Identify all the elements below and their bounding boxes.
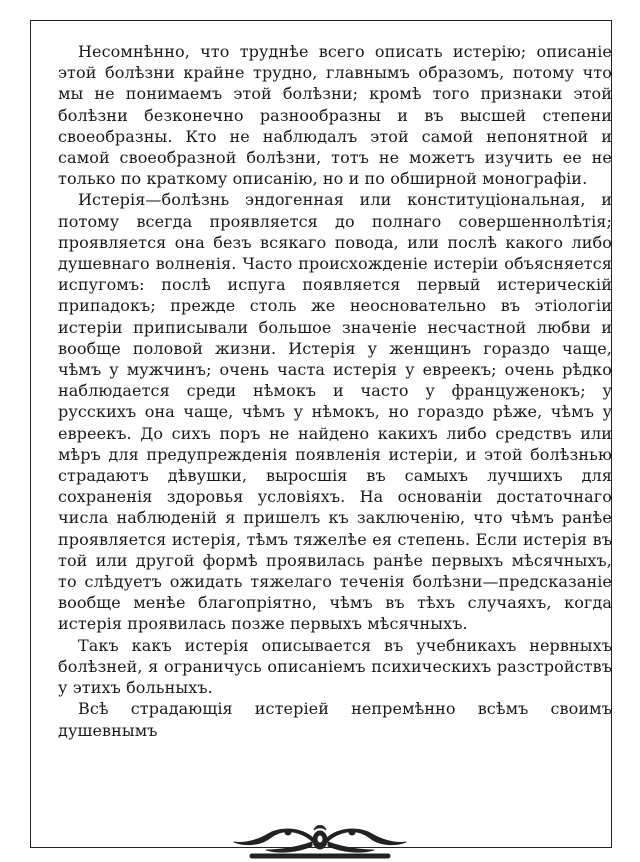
paragraph-4: Всѣ страдающія истеріей непремѣнно всѣмъ своимъ душевнымъ [58,699,612,740]
paragraph-1: Несомнѣнно, что труднѣе всего описать истерію; описаніе этой болѣзни крайне трудно, главнымъ образомъ, потому что мы не понимаемъ этой болѣзни; кромѣ того признаки этой болѣзни безконечно разнообразны и въ высшей степени своеобразны. Кто не наблюдалъ этой самой непонятной и самой своеобразной болѣзни, тотъ не можетъ изучить ее не только по краткому описанію, но и по обширной монографіи. [58,42,612,189]
floral-ornament-icon [230,824,410,860]
paragraph-3: Такъ какъ истерія описывается въ учебникахъ нервныхъ болѣзней, я ограничусь описаніемъ психическихъ разстройствъ у этихъ больныхъ. [58,635,612,698]
document-body [58,41,612,741]
paragraph-2: Истерія—болѣзнь эндогенная или конституціональная, и потому всегда проявляется до полнаго совершеннолѣтія; проявляется она безъ всякаго повода, или послѣ какого либо душевнаго волненія. Часто происхожденіе истеріи объясняется испугомъ: послѣ испуга появляется первый истерическій припадокъ; прежде столь же неосновательно въ этіологіи истеріи приписывали большое значеніе несчастной любви и вообще половой жизни. Истерія у женщинъ гораздо чаще, чѣмъ у мужчинъ; очень часта истерія у евреекъ; очень рѣдко наблюдается среди нѣмокъ и часто у француженокъ; у русскихъ она чаще, чѣмъ у нѣмокъ, но гораздо рѣже, чѣмъ у евреекъ. До сихъ поръ не найдено какихъ либо средствъ или мѣръ для предупрежденія появленія истеріи, и этой болѣзнью страдаютъ дѣвушки, выросшія въ самыхъ лучшихъ для сохраненія здоровья условіяхъ. На основаніи достаточнаго числа наблюденій я пришелъ къ заключенію, что чѣмъ ранѣе проявляется истерія, тѣмъ тяжелѣе ея степень. Если истерія въ той или другой формѣ проявилась ранѣе первыхъ мѣсячныхъ, то слѣдуетъ ожидать тяжелаго теченія болѣзни—предсказаніе вообще менѣе благопріятно, чѣмъ въ тѣхъ случаяхъ, когда истерія проявилась позже первыхъ мѣсячныхъ. [58,190,612,634]
